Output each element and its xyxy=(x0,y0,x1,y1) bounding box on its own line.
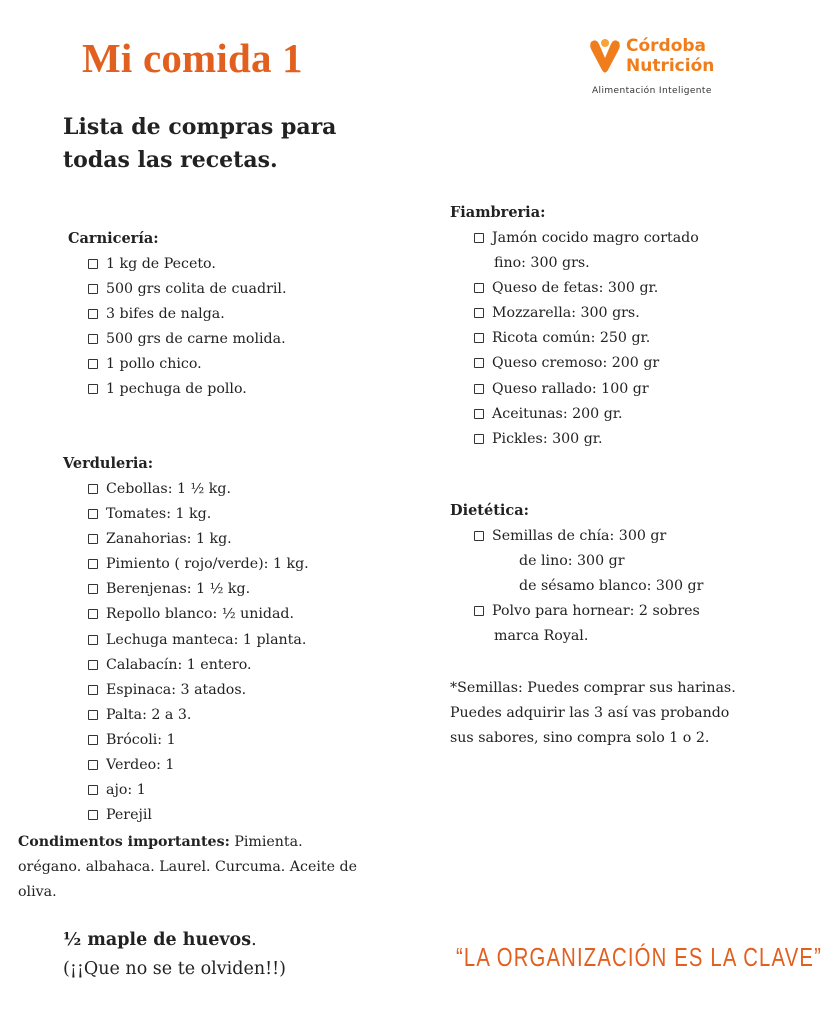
item-text: Perejil xyxy=(106,807,152,824)
huevos-note: (¡¡Que no se te olviden!!) xyxy=(63,959,286,979)
checkbox[interactable] xyxy=(88,609,98,619)
dietetica-item-semillas xyxy=(474,524,703,549)
verduleria-item xyxy=(88,577,309,602)
page-title: Mi comida 1 xyxy=(82,35,303,81)
carniceria-item xyxy=(88,302,286,327)
section-heading-carniceria: Carnicería: xyxy=(68,230,159,247)
huevos-label: ½ maple de huevos xyxy=(63,930,252,950)
logo-line-1: Córdoba xyxy=(626,36,707,56)
condimentos-paragraph xyxy=(18,830,363,905)
dietetica-list xyxy=(474,524,703,649)
fiambreria-item xyxy=(474,301,699,326)
verduleria-item xyxy=(88,653,309,678)
checkbox[interactable] xyxy=(88,685,98,695)
item-text: Palta: 2 a 3. xyxy=(106,706,192,723)
fiambreria-item xyxy=(474,427,699,452)
item-text: Tomates: 1 kg. xyxy=(106,506,212,523)
item-text: Cebollas: 1 ½ kg. xyxy=(106,481,231,497)
huevos-block xyxy=(63,926,286,984)
slogan: “LA ORGANIZACIÓN ES LA CLAVE” xyxy=(456,942,822,972)
checkbox[interactable] xyxy=(88,735,98,745)
dietetica-item-semillas-sesamo: de sésamo blanco: 300 gr xyxy=(519,578,704,595)
verduleria-list xyxy=(88,477,309,828)
checkbox[interactable] xyxy=(474,409,484,419)
dietetica-item-semillas-lino: de lino: 300 gr xyxy=(519,553,625,570)
verduleria-item xyxy=(88,602,309,627)
logo-line-2: Nutrición xyxy=(626,56,715,76)
checkbox[interactable] xyxy=(88,660,98,670)
checkbox[interactable] xyxy=(88,384,98,394)
condimentos-text: Pimienta. orégano. albahaca. Laurel. Curcuma. Aceite de oliva. xyxy=(18,834,358,900)
verduleria-item xyxy=(88,728,309,753)
checkbox[interactable] xyxy=(88,484,98,494)
fiambreria-item xyxy=(474,351,699,376)
checkbox[interactable] xyxy=(88,710,98,720)
item-text: 500 grs colita de cuadril. xyxy=(106,281,287,298)
verduleria-item xyxy=(88,502,309,527)
checkbox[interactable] xyxy=(88,259,98,269)
item-text: Pickles: 300 gr. xyxy=(492,430,603,447)
item-text: Lechuga manteca: 1 planta. xyxy=(106,631,307,648)
checkbox[interactable] xyxy=(88,334,98,344)
verduleria-item xyxy=(88,628,309,653)
checkbox[interactable] xyxy=(474,283,484,293)
item-text: Aceitunas: 200 gr. xyxy=(492,405,623,422)
verduleria-item xyxy=(88,552,309,577)
checkbox[interactable] xyxy=(474,434,484,444)
logo-tagline: Alimentación Inteligente xyxy=(592,86,712,96)
dietetica-item-polvo xyxy=(474,599,703,624)
item-text: 1 pechuga de pollo. xyxy=(106,381,247,398)
checkbox[interactable] xyxy=(474,333,484,343)
checkbox[interactable] xyxy=(88,559,98,569)
verduleria-item xyxy=(88,753,309,778)
item-text: Pimiento ( rojo/verde): 1 kg. xyxy=(106,556,309,573)
item-text: Jamón cocido magro cortado xyxy=(492,230,699,246)
checkbox[interactable] xyxy=(474,384,484,394)
verduleria-item xyxy=(88,778,309,803)
item-text: Ricota común: 250 gr. xyxy=(492,330,651,347)
checkbox[interactable] xyxy=(88,284,98,294)
item-text: Zanahorias: 1 kg. xyxy=(106,531,232,548)
checkbox[interactable] xyxy=(88,760,98,770)
checkbox[interactable] xyxy=(474,606,484,616)
item-text: Queso de fetas: 300 gr. xyxy=(492,280,659,297)
checkbox[interactable] xyxy=(88,309,98,319)
carniceria-item xyxy=(88,277,286,302)
fiambreria-item xyxy=(474,377,699,402)
item-text: Repollo blanco: ½ unidad. xyxy=(106,606,295,623)
section-heading-verduleria: Verduleria: xyxy=(63,455,154,472)
checkbox[interactable] xyxy=(474,233,484,243)
verduleria-item xyxy=(88,678,309,703)
item-text: Mozzarella: 300 grs. xyxy=(492,305,640,322)
logo-wordmark xyxy=(626,36,714,76)
item-text: Verdeo: 1 xyxy=(106,757,175,774)
item-text: ajo: 1 xyxy=(106,782,146,799)
section-heading-dietetica: Dietética: xyxy=(450,502,530,519)
item-text: Polvo para hornear: 2 sobres xyxy=(492,603,700,620)
condimentos-label: Condimentos importantes: xyxy=(18,834,230,850)
heart-v-logo-icon xyxy=(588,36,622,76)
page-subtitle: Lista de compras para todas las recetas. xyxy=(63,114,337,173)
verduleria-item xyxy=(88,703,309,728)
brand-logo xyxy=(588,30,738,110)
carniceria-list xyxy=(88,252,286,403)
item-text: Queso rallado: 100 gr xyxy=(492,380,649,397)
item-text: Berenjenas: 1 ½ kg. xyxy=(106,581,251,598)
checkbox[interactable] xyxy=(474,308,484,318)
semillas-note: *Semillas: Puedes comprar sus harinas. Puedes adquirir las 3 así vas probando sus sabores, sino compra solo 1 o 2. xyxy=(450,680,736,746)
item-text: Brócoli: 1 xyxy=(106,731,176,748)
verduleria-item xyxy=(88,477,309,502)
checkbox[interactable] xyxy=(88,509,98,519)
checkbox[interactable] xyxy=(88,810,98,820)
checkbox[interactable] xyxy=(88,534,98,544)
verduleria-item xyxy=(88,527,309,552)
fiambreria-item xyxy=(474,326,699,351)
fiambreria-list xyxy=(474,226,699,452)
checkbox[interactable] xyxy=(88,635,98,645)
fiambreria-item xyxy=(474,276,699,301)
item-text: Queso cremoso: 200 gr xyxy=(492,355,660,372)
dietetica-item-polvo-cont: marca Royal. xyxy=(494,628,589,645)
verduleria-item xyxy=(88,803,309,828)
checkbox[interactable] xyxy=(88,584,98,594)
checkbox[interactable] xyxy=(88,359,98,369)
carniceria-item xyxy=(88,252,286,277)
item-text: 1 kg de Peceto. xyxy=(106,256,216,272)
huevos-period: . xyxy=(251,930,257,950)
item-text: 3 bifes de nalga. xyxy=(106,306,225,323)
item-text: Espinaca: 3 atados. xyxy=(106,681,247,698)
item-text: Calabacín: 1 entero. xyxy=(106,656,252,673)
item-text: 500 grs de carne molida. xyxy=(106,331,286,348)
fiambreria-item-jamon xyxy=(474,226,699,251)
carniceria-item xyxy=(88,327,286,352)
carniceria-item xyxy=(88,377,286,402)
checkbox[interactable] xyxy=(474,358,484,368)
checkbox[interactable] xyxy=(474,531,484,541)
fiambreria-item-jamon-cont: fino: 300 grs. xyxy=(494,255,590,272)
item-text: 1 pollo chico. xyxy=(106,356,202,373)
section-heading-fiambreria: Fiambreria: xyxy=(450,204,546,221)
checkbox[interactable] xyxy=(88,785,98,795)
carniceria-item xyxy=(88,352,286,377)
item-text: Semillas de chía: 300 gr xyxy=(492,528,667,544)
fiambreria-item xyxy=(474,402,699,427)
